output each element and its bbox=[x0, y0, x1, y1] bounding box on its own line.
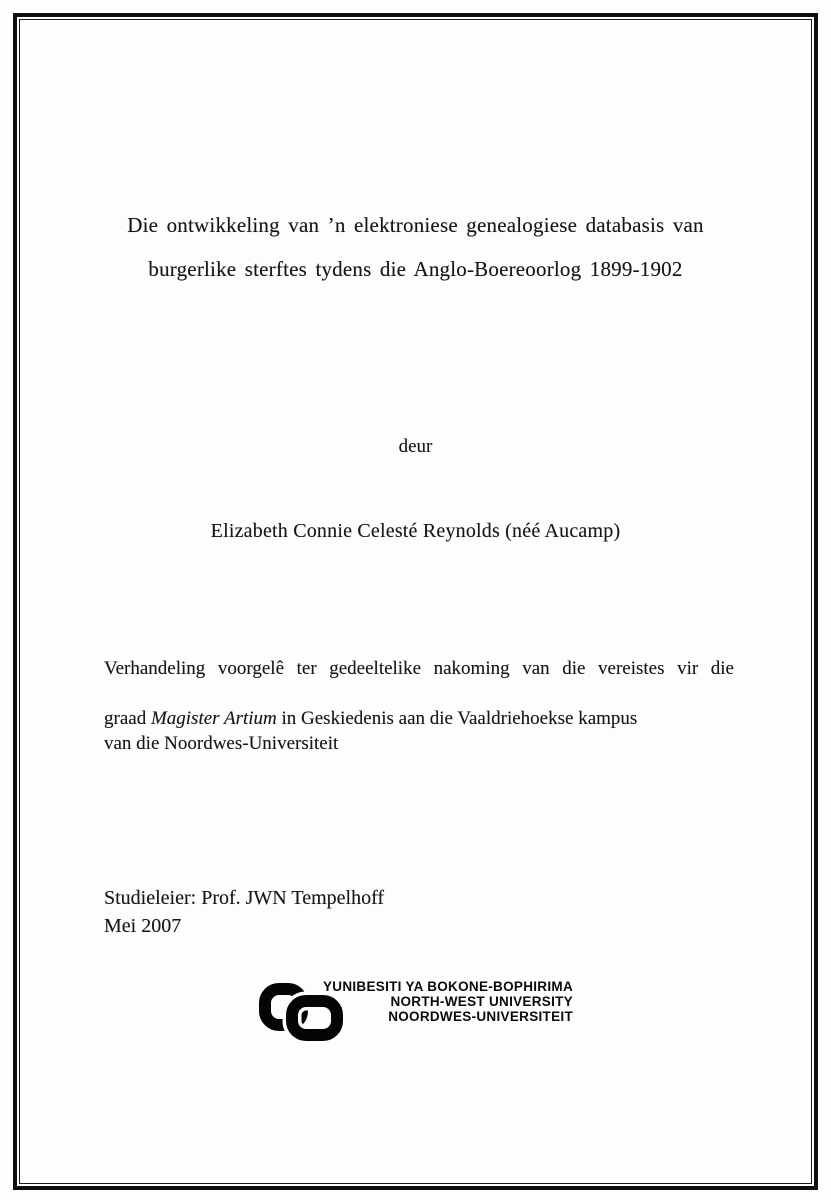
thesis-title-line1: Die ontwikkeling van ’n elektroniese genealogiese databasis van bbox=[127, 213, 704, 237]
degree-statement-line1: Verhandeling voorgelê ter gedeeltelike nakoming van die vereistes vir die bbox=[104, 658, 734, 679]
credits-block bbox=[104, 884, 384, 940]
degree-statement bbox=[104, 656, 734, 756]
author-name: Elizabeth Connie Celesté Reynolds (néé Aucamp) bbox=[210, 520, 621, 542]
nwu-logo-text bbox=[323, 979, 573, 1024]
degree-statement-line2-suffix: in Geskiedenis aan die Vaaldriehoekse kampus bbox=[276, 708, 638, 729]
nwu-logo-line3: NOORDWES-UNIVERSITEIT bbox=[388, 1009, 573, 1024]
byline-deur: deur bbox=[398, 436, 433, 457]
nwu-logo-line1: YUNIBESITI YA BOKONE-BOPHIRIMA bbox=[322, 979, 573, 994]
thesis-title bbox=[0, 203, 831, 291]
degree-statement-line2-prefix: graad bbox=[104, 708, 151, 729]
degree-statement-line3: van die Noordwes-Universiteit bbox=[104, 733, 339, 754]
date-line: Mei 2007 bbox=[104, 915, 182, 937]
degree-name-italic: Magister Artium bbox=[150, 708, 277, 729]
thesis-title-line2: burgerlike sterftes tydens die Anglo-Boereoorlog 1899-1902 bbox=[148, 257, 683, 281]
nwu-logo-line2: NORTH-WEST UNIVERSITY bbox=[390, 994, 573, 1009]
supervisor-line: Studieleier: Prof. JWN Tempelhoff bbox=[104, 887, 385, 909]
degree-statement-line2 bbox=[104, 706, 734, 731]
